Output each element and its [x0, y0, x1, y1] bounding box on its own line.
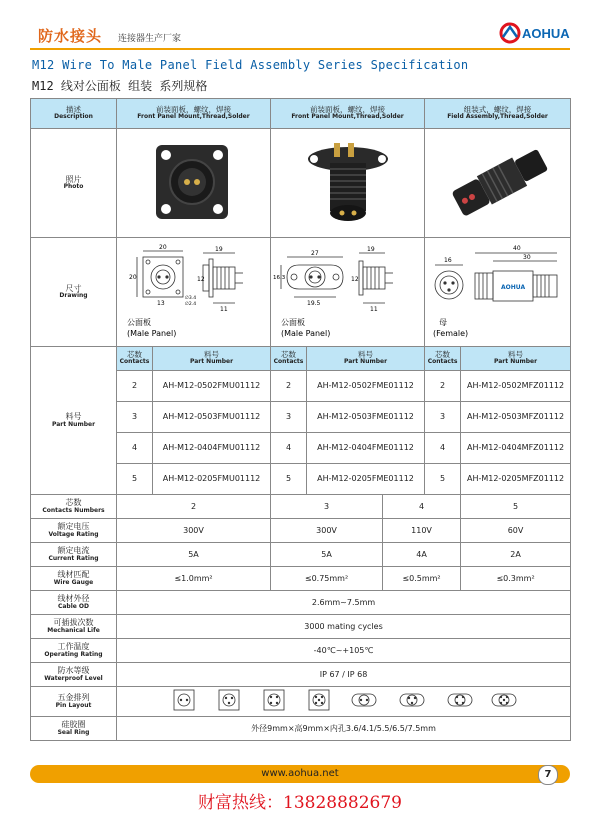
hotline-text: 财富热线：13828882679 [198, 793, 402, 813]
photo-row [31, 129, 571, 238]
pn-contacts-header-3: 芯数 Contacts [425, 347, 461, 371]
spec-label: 五金排列 Pin Layout [31, 687, 117, 717]
spec-label: 可插拔次数 Mechanical Life [31, 615, 117, 639]
photo-label: 照片 Photo [31, 129, 117, 238]
footer-url[interactable]: www.aohua.net [261, 768, 339, 779]
svg-text:(Male Panel): (Male Panel) [280, 328, 330, 338]
svg-text:公面板: 公面板 [126, 317, 151, 327]
spec-value: 2.6mm~7.5mm [117, 591, 571, 615]
spec-row-current [31, 543, 571, 567]
spec-row-voltage [31, 519, 571, 543]
spec-value: -40℃~+105℃ [117, 639, 571, 663]
svg-text:∅2.4: ∅2.4 [184, 301, 196, 307]
svg-text:13: 13 [156, 299, 165, 307]
spec-value: 60V [461, 519, 571, 543]
drawing-cell-3 [425, 238, 571, 347]
pn-contacts-header-2: 芯数 Contacts [271, 347, 307, 371]
svg-text:30: 30 [523, 253, 531, 261]
part-number: AH-M12-0404FMU01112 [153, 433, 271, 464]
svg-text:20: 20 [128, 273, 137, 281]
svg-text:19: 19 [366, 245, 375, 253]
spec-row-life [31, 615, 571, 639]
pn-number-header-2: 料号 Part Number [307, 347, 425, 371]
spec-value: 2 [117, 495, 271, 519]
pn-contacts: 4 [117, 433, 153, 464]
svg-text:12: 12 [196, 275, 205, 283]
part-number-label: 料号 Part Number [31, 347, 117, 495]
spec-value: ≤0.75mm² [271, 567, 383, 591]
svg-text:(Female): (Female) [433, 328, 469, 338]
spec-value: 300V [117, 519, 271, 543]
svg-text:∅3.4: ∅3.4 [184, 295, 196, 301]
part-number: AH-M12-0404FME01112 [307, 433, 425, 464]
spec-row-ip [31, 663, 571, 687]
part-number: AH-M12-0503FMU01112 [153, 402, 271, 433]
svg-text:16: 16 [444, 256, 452, 264]
spec-label: 工作温度 Operating Rating [31, 639, 117, 663]
svg-text:公面板: 公面板 [280, 317, 305, 327]
svg-text:(Male Panel): (Male Panel) [126, 328, 176, 338]
svg-text:16.3: 16.3 [272, 274, 285, 281]
spec-row-temp [31, 639, 571, 663]
field-assembly-connector-photo [438, 137, 558, 227]
spec-value: IP 67 / IP 68 [117, 663, 571, 687]
pn-contacts: 3 [271, 402, 307, 433]
pn-contacts: 4 [425, 433, 461, 464]
part-number: AH-M12-0502FMU01112 [153, 371, 271, 402]
svg-text:AOHUA: AOHUA [501, 283, 526, 291]
female-field-drawing [425, 239, 571, 343]
part-number: AH-M12-0205FMU01112 [153, 464, 271, 495]
spec-value: 2A [461, 543, 571, 567]
svg-text:19.5: 19.5 [306, 299, 320, 307]
svg-text:11: 11 [369, 305, 378, 313]
title-english: M12 Wire To Male Panel Field Assembly Series Specification [32, 58, 469, 72]
header-col3: 组装式，螺纹，焊接 Field Assembly,Thread,Solder [425, 99, 571, 129]
spec-row-gauge [31, 567, 571, 591]
spec-label: 硅胶圈 Seal Ring [31, 717, 117, 741]
pin-layout-cell [117, 687, 571, 717]
page-number: 7 [538, 765, 558, 785]
spec-label: 额定电流 Current Rating [31, 543, 117, 567]
spec-value: 5A [271, 543, 383, 567]
pn-number-header-3: 料号 Part Number [461, 347, 571, 371]
spec-value: 5 [461, 495, 571, 519]
spec-label: 额定电压 Voltage Rating [31, 519, 117, 543]
spec-label: 防水等级 Waterproof Level [31, 663, 117, 687]
spec-row-pin-layout [31, 687, 571, 717]
flange-panel-connector-photo [298, 137, 398, 227]
spec-value: 3 [271, 495, 383, 519]
pn-contacts: 4 [271, 433, 307, 464]
photo-cell-3 [425, 129, 571, 238]
part-number: AH-M12-0404MFZ01112 [461, 433, 571, 464]
spec-table [30, 98, 570, 741]
spec-value: ≤0.3mm² [461, 567, 571, 591]
header-col2: 前装面板，螺纹，焊接 Front Panel Mount,Thread,Solder [271, 99, 425, 129]
drawing-row [31, 238, 571, 347]
male-panel-drawing-1 [119, 239, 269, 343]
header-col1: 前装面板，螺纹，焊接 Front Panel Mount,Thread,Solder [117, 99, 271, 129]
spec-label: 线材外径 Cable OD [31, 591, 117, 615]
pn-contacts: 5 [117, 464, 153, 495]
drawing-cell-1 [117, 238, 271, 347]
pn-contacts: 5 [425, 464, 461, 495]
pn-number-header-1: 料号 Part Number [153, 347, 271, 371]
header-description: 描述 Description [31, 99, 117, 129]
part-number: AH-M12-0502FME01112 [307, 371, 425, 402]
svg-text:40: 40 [513, 244, 521, 252]
pn-contacts: 3 [425, 402, 461, 433]
brand-title: 防水接头 [38, 27, 103, 45]
drawing-cell-2 [271, 238, 425, 347]
column-header-row [31, 99, 571, 129]
part-number-header-row [31, 347, 571, 371]
svg-text:12: 12 [350, 275, 359, 283]
square-panel-connector-photo [144, 137, 244, 227]
svg-text:11: 11 [219, 305, 228, 313]
spec-label: 线材匹配 Wire Gauge [31, 567, 117, 591]
spec-value: 3000 mating cycles [117, 615, 571, 639]
spec-value: 110V [383, 519, 461, 543]
logo-text: AOHUA [522, 26, 570, 41]
part-number: AH-M12-0503FME01112 [307, 402, 425, 433]
part-number: AH-M12-0205FME01112 [307, 464, 425, 495]
spec-value: 4 [383, 495, 461, 519]
pn-contacts: 2 [117, 371, 153, 402]
svg-text:27: 27 [310, 249, 319, 257]
aohua-logo-icon [498, 22, 522, 44]
pn-contacts: 5 [271, 464, 307, 495]
spec-value: 外径9mm×高9mm×内孔3.6/4.1/5.5/6.5/7.5mm [117, 717, 571, 741]
part-number: AH-M12-0205MFZ01112 [461, 464, 571, 495]
brand-subtitle: 连接器生产厂家 [118, 34, 182, 44]
spec-row-seal [31, 717, 571, 741]
spec-row-contacts [31, 495, 571, 519]
pn-contacts: 2 [425, 371, 461, 402]
drawing-label: 尺寸 Drawing [31, 238, 117, 347]
header-divider [30, 48, 570, 50]
part-number: AH-M12-0502MFZ01112 [461, 371, 571, 402]
pn-contacts-header-1: 芯数 Contacts [117, 347, 153, 371]
pn-contacts: 3 [117, 402, 153, 433]
part-number: AH-M12-0503MFZ01112 [461, 402, 571, 433]
svg-text:19: 19 [214, 245, 223, 253]
svg-text:20: 20 [158, 243, 167, 251]
spec-row-cable [31, 591, 571, 615]
pin-layout-icon [164, 688, 524, 712]
male-panel-drawing-2 [273, 239, 423, 343]
svg-text:母: 母 [439, 317, 448, 327]
spec-value: 300V [271, 519, 383, 543]
photo-cell-2 [271, 129, 425, 238]
spec-value: ≤1.0mm² [117, 567, 271, 591]
photo-cell-1 [117, 129, 271, 238]
spec-value: 4A [383, 543, 461, 567]
spec-value: ≤0.5mm² [383, 567, 461, 591]
spec-value: 5A [117, 543, 271, 567]
pn-contacts: 2 [271, 371, 307, 402]
spec-label: 芯数 Contacts Numbers [31, 495, 117, 519]
title-chinese: M12 线对公面板 组装 系列规格 [32, 79, 208, 93]
